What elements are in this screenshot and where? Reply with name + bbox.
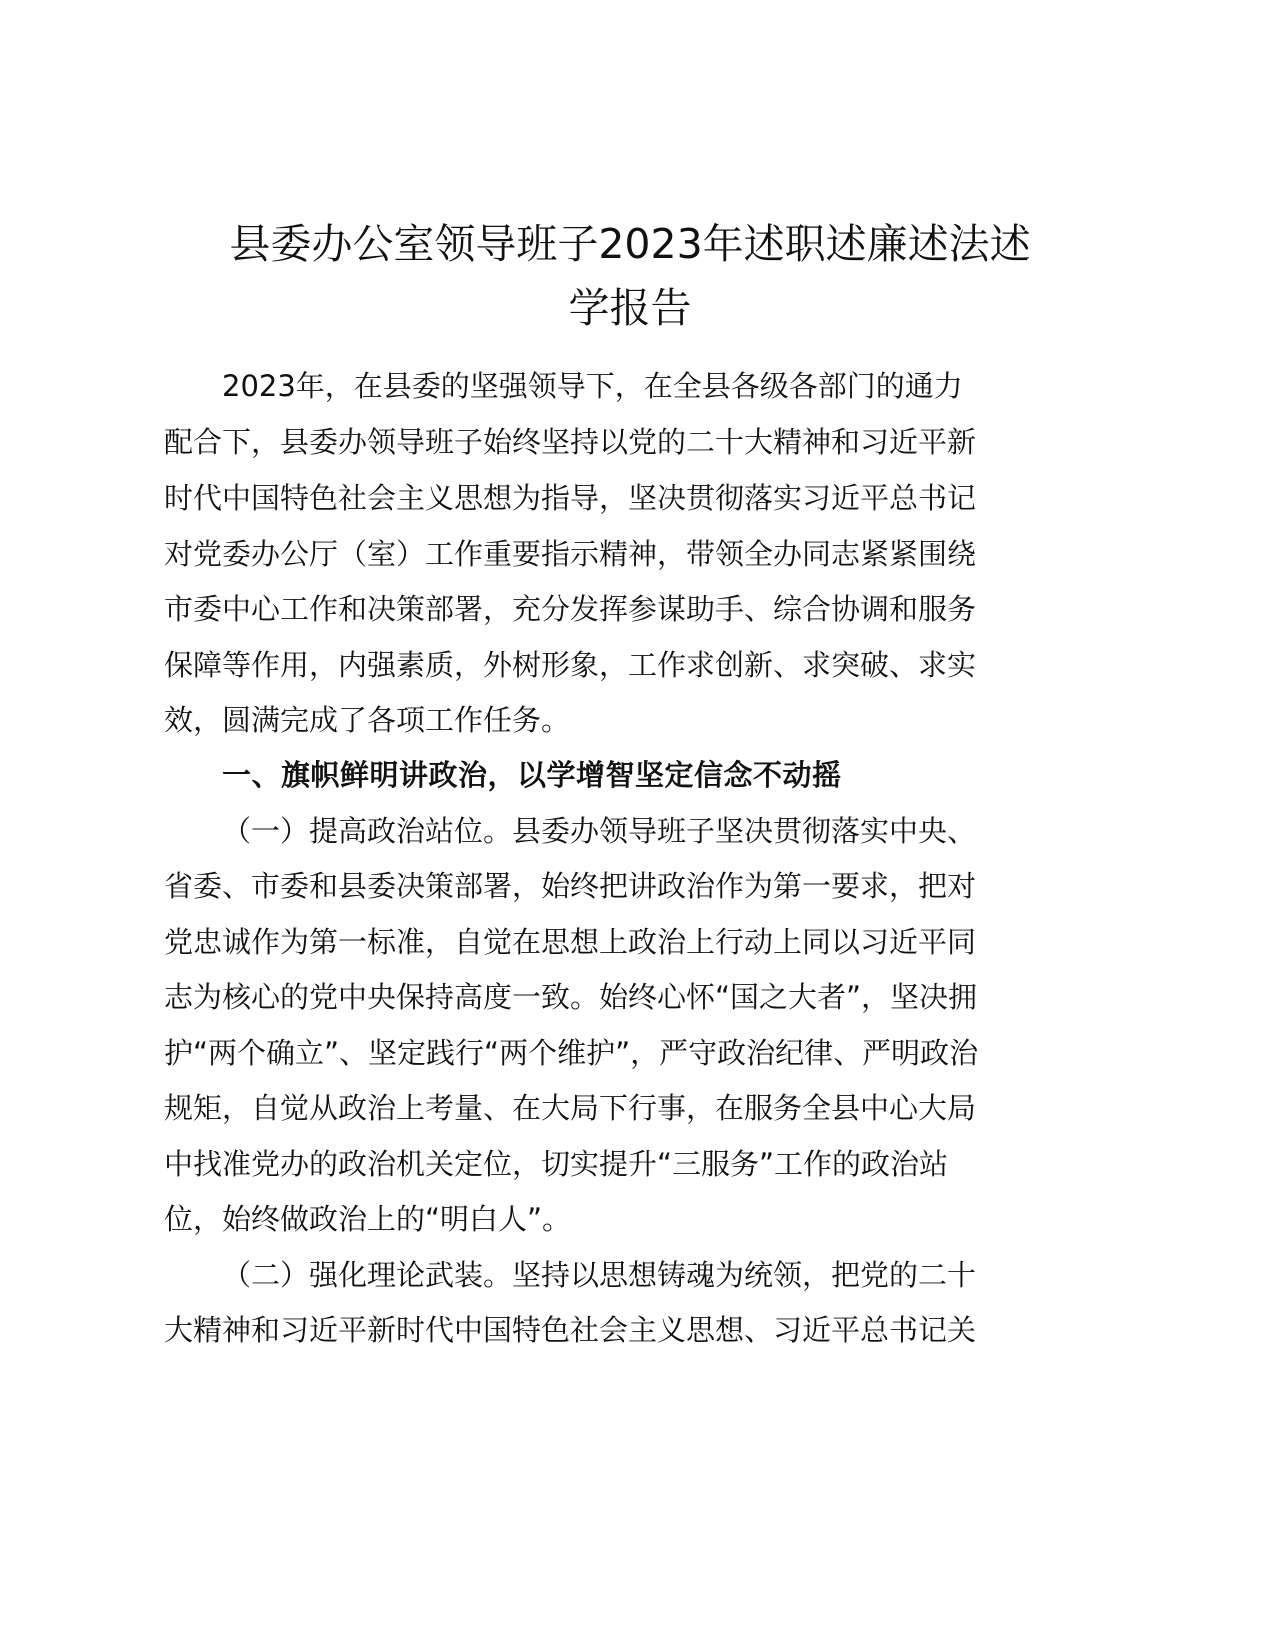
body-line-4: 对党委办公厅（室）工作重要指示精神，带领全办同志紧紧围绕 xyxy=(164,537,977,571)
document-title-line-1: 县委办公室领导班子2023年述职述廉述法述 xyxy=(229,220,1031,268)
body-line-18: 大精神和习近平新时代中国特色社会主义思想、习近平总书记关 xyxy=(164,1313,977,1347)
body-line-13: 护“两个确立”、坚定践行“两个维护”，严守政治纪律、严明政治 xyxy=(164,1036,979,1070)
body-line-16: 位，始终做政治上的“明白人”。 xyxy=(164,1202,572,1236)
body-line-6: 保障等作用，内强素质，外树形象，工作求创新、求突破、求实 xyxy=(164,648,977,682)
body-line-14: 规矩，自觉从政治上考量、在大局下行事，在服务全县中心大局 xyxy=(164,1091,977,1125)
body-line-2: 配合下，县委办领导班子始终坚持以党的二十大精神和习近平新 xyxy=(164,425,977,459)
body-line-17: （二）强化理论武装。坚持以思想铸魂为统领，把党的二十 xyxy=(222,1258,977,1292)
body-line-9: （一）提高政治站位。县委办领导班子坚决贯彻落实中央、 xyxy=(222,814,977,848)
document-title-line-2: 学报告 xyxy=(568,284,692,332)
body-line-7: 效，圆满完成了各项工作任务。 xyxy=(164,703,571,737)
body-line-12: 志为核心的党中央保持高度一致。始终心怀“国之大者”，坚决拥 xyxy=(164,980,978,1014)
body-line-10: 省委、市委和县委决策部署，始终把讲政治作为第一要求，把对 xyxy=(164,869,977,903)
body-line-11: 党忠诚作为第一标准，自觉在思想上政治上行动上同以习近平同 xyxy=(164,925,977,959)
body-line-3: 时代中国特色社会主义思想为指导，坚决贯彻落实习近平总书记 xyxy=(164,481,977,515)
body-line-1: 2023年，在县委的坚强领导下，在全县各级各部门的通力 xyxy=(222,369,963,403)
body-line-5: 市委中心工作和决策部署，充分发挥参谋助手、综合协调和服务 xyxy=(164,592,977,626)
body-line-15: 中找准党办的政治机关定位，切实提升“三服务”工作的政治站 xyxy=(164,1147,949,1181)
section-heading-1: 一、旗帜鲜明讲政治，以学增智坚定信念不动摇 xyxy=(222,758,842,792)
